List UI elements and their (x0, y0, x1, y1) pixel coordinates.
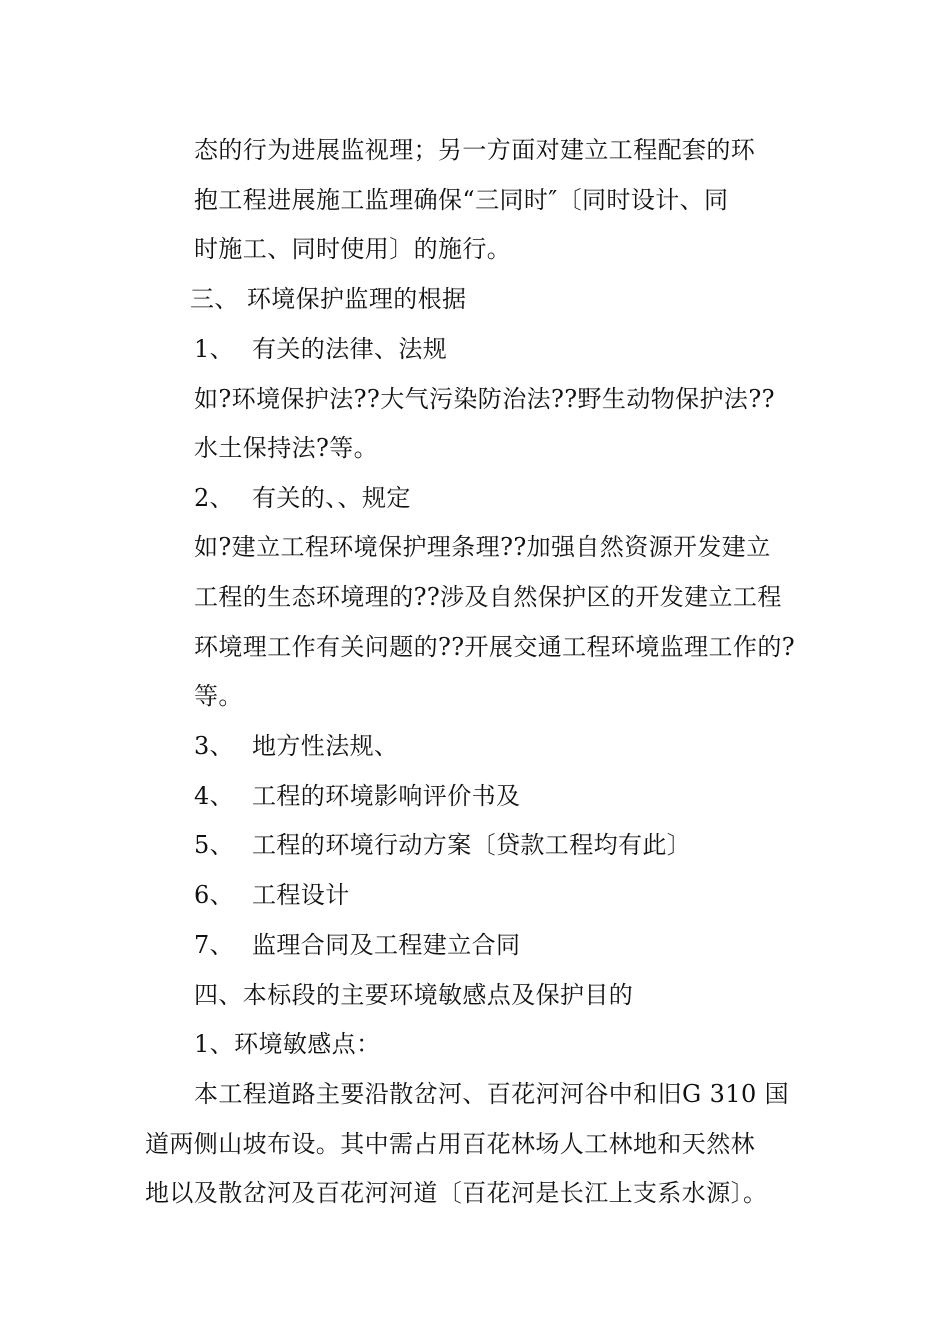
text-line: 时施工、同时使用〕的施行。 (194, 235, 512, 263)
text-line: 工程的生态环境理的??涉及自然保护区的开发建立工程 (194, 583, 782, 611)
paragraph-line: 地以及散岔河及百花河河道〔百花河是长江上支系水源〕。 (145, 1179, 768, 1207)
section-heading: 四、本标段的主要环境敏感点及保护目的 (194, 981, 634, 1009)
list-number: 1、 (194, 335, 235, 363)
list-item-text: 工程的环境行动方案〔贷款工程均有此〕 (252, 831, 692, 859)
list-item (194, 829, 691, 861)
list-item-text: 有关的法律、法规 (252, 335, 448, 363)
list-item-text: 工程的环境影响评价书及 (252, 782, 521, 810)
text-line: 抱工程进展施工监理确保“三同时″〔同时设计、同 (194, 186, 729, 214)
text-line: 态的行为进展监视理；另一方面对建立工程配套的环 (194, 136, 756, 164)
list-number: 7、 (194, 931, 235, 959)
text-line: 如?环境保护法??大气污染防治法??野生动物保护法?? (194, 385, 775, 413)
list-item-text: 监理合同及工程建立合同 (252, 931, 521, 959)
list-number: 3、 (194, 732, 235, 760)
text-line: 如?建立工程环境保护理条理??加强自然资源开发建立 (194, 533, 771, 561)
list-item-text: 地方性法规、 (252, 732, 399, 760)
list-number: 6、 (194, 881, 235, 909)
list-item-text: 有关的、、规定 (252, 484, 411, 512)
text-line: 水土保持法?等。 (194, 434, 379, 462)
list-number: 2、 (194, 484, 235, 512)
text-line: 等。 (194, 682, 243, 710)
list-item (194, 730, 398, 762)
text-line: 环境理工作有关问题的??开展交通工程环境监理工作的? (194, 633, 795, 661)
list-item (194, 929, 520, 961)
subsection-heading: 1、环境敏感点： (194, 1030, 381, 1058)
paragraph-line: 本工程道路主要沿散岔河、百花河河谷中和旧G 310 国 (194, 1080, 790, 1108)
paragraph-line: 道两侧山坡布设。其中需占用百花林场人工林地和天然林 (145, 1130, 755, 1158)
section-heading: 三、 环境保护监理的根据 (190, 285, 467, 313)
list-item (194, 780, 520, 812)
list-item-text: 工程设计 (252, 881, 350, 909)
list-item (194, 482, 411, 514)
list-item (194, 879, 350, 911)
list-number: 4、 (194, 782, 235, 810)
list-number: 5、 (194, 831, 235, 859)
list-item (194, 333, 447, 365)
